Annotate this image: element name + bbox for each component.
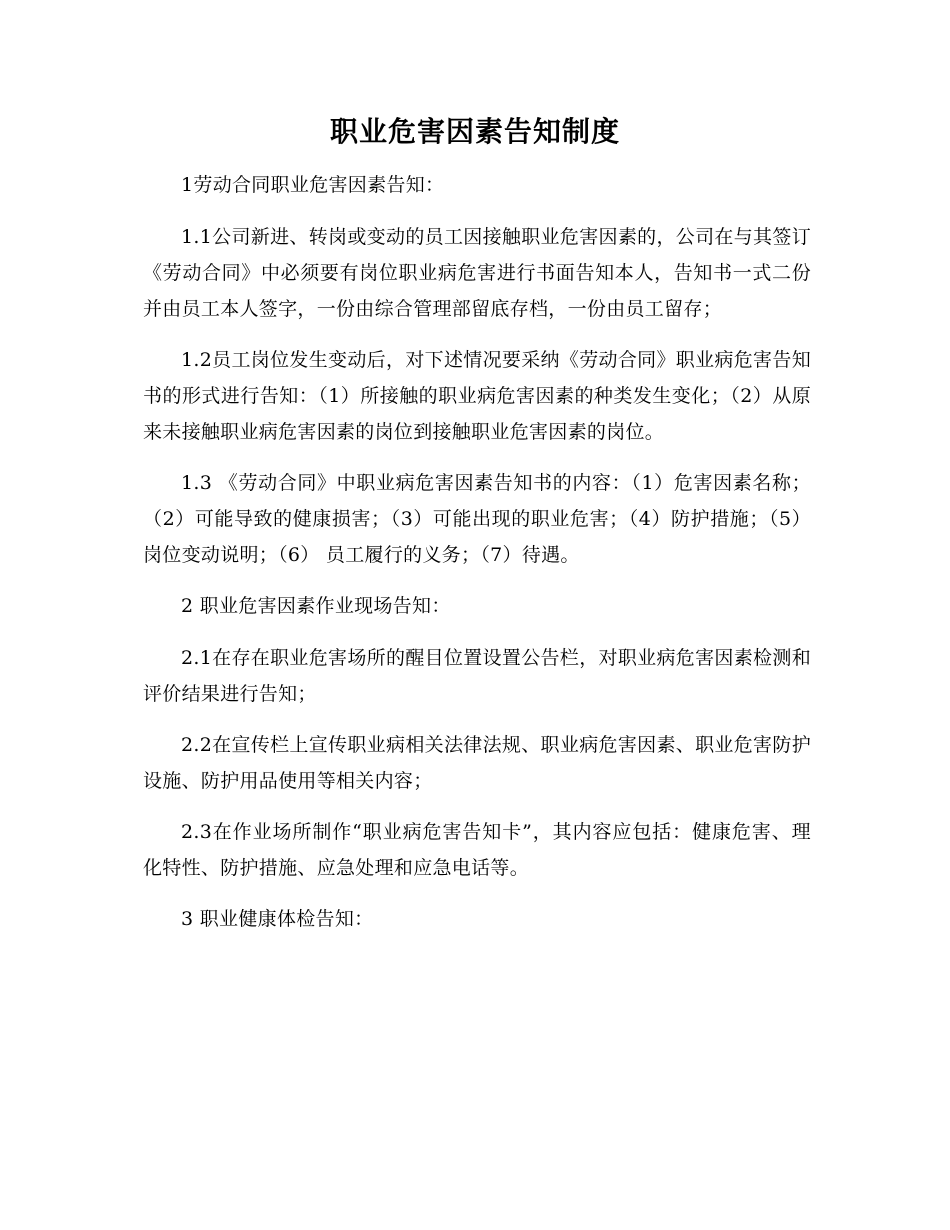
document-body xyxy=(143,167,811,953)
paragraph-2-2: 2.2在宣传栏上宣传职业病相关法律法规、职业病危害因素、职业危害防护设施、防护用品使用等相关内容； xyxy=(143,734,811,792)
paragraph-2-1: 2.1在存在职业危害场所的醒目位置设置公告栏，对职业病危害因素检测和评价结果进行告知； xyxy=(143,647,811,705)
paragraph-1-1: 1.1公司新进、转岗或变动的员工因接触职业危害因素的，公司在与其签订《劳动合同》中必须要有岗位职业病危害进行书面告知本人，告知书一式二份并由员工本人签字，一份由综合管理部留底存档，一份由员工留存； xyxy=(143,226,811,320)
paragraph-1-2: 1.2员工岗位发生变动后，对下述情况要采纳《劳动合同》职业病危害告知书的形式进行告知：（1）所接触的职业病危害因素的种类发生变化；（2）从原来未接触职业病危害因素的岗位到接触职业危害因素的岗位。 xyxy=(143,349,811,443)
section-heading-3: 3 职业健康体检告知： xyxy=(181,908,374,930)
section-heading-2: 2 职业危害因素作业现场告知： xyxy=(181,595,451,617)
paragraph-1-3: 1.3 《劳动合同》中职业病危害因素告知书的内容：（1）危害因素名称；（2）可能导致的健康损害；（3）可能出现的职业危害；（4）防护措施；（5）岗位变动说明；（6） 员工履行的义务；（7）待遇。 xyxy=(143,472,811,566)
section-heading-1: 1劳动合同职业危害因素告知： xyxy=(181,174,445,196)
document-title: 职业危害因素告知制度 xyxy=(329,115,620,148)
paragraph-2-3: 2.3在作业场所制作“职业病危害告知卡”，其内容应包括：健康危害、理化特性、防护措施、应急处理和应急电话等。 xyxy=(143,821,811,879)
